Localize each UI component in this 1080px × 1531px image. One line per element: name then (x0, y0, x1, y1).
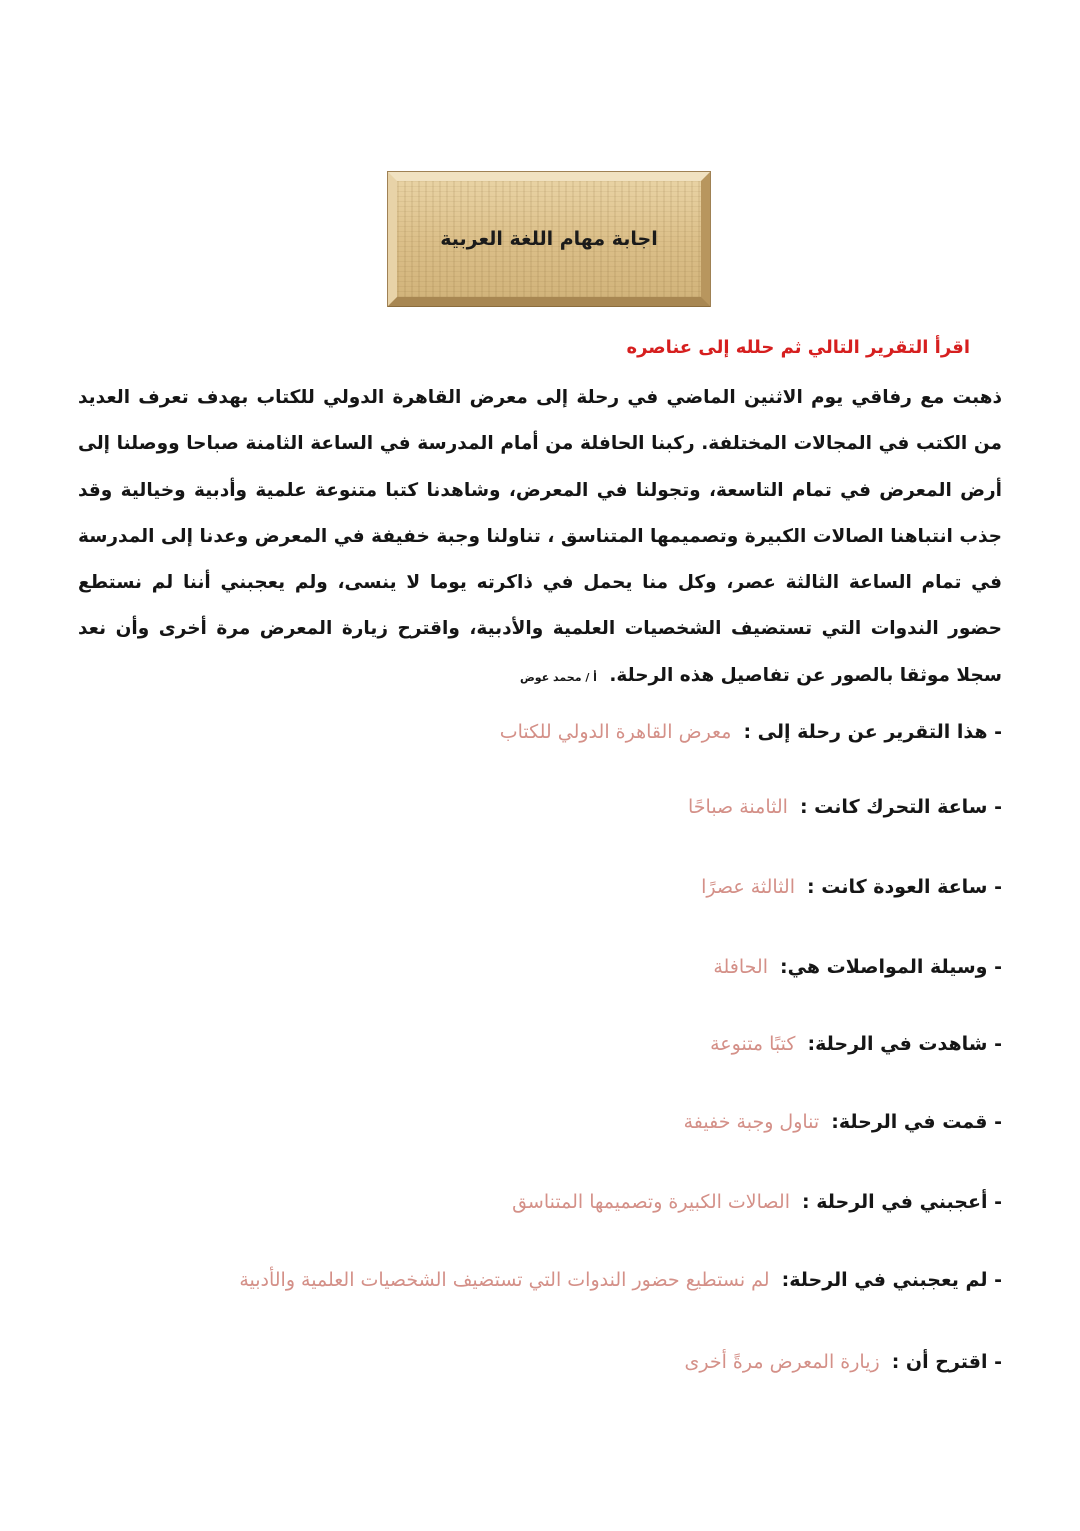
qa-answer: تناول وجبة خفيفة (683, 1111, 820, 1133)
qa-answer: الثامنة صباحًا (688, 796, 788, 818)
qa-question: - هذا التقرير عن رحلة إلى : (743, 721, 1002, 743)
qa-item (710, 1030, 1002, 1058)
qa-item (713, 953, 1002, 981)
qa-answer: كتبًا متنوعة (710, 1033, 796, 1055)
qa-question: - اقترح أن : (891, 1351, 1002, 1373)
page-title: اجابة مهام اللغة العربية (440, 228, 658, 250)
qa-item (688, 793, 1002, 821)
qa-question: - شاهدت في الرحلة: (807, 1033, 1002, 1055)
qa-answer: الحافلة (713, 956, 768, 978)
qa-item (684, 1108, 1002, 1136)
qa-answer: الثالثة عصرًا (701, 876, 795, 898)
qa-question: - أعجبني في الرحلة : (802, 1191, 1002, 1213)
qa-answer: معرض القاهرة الدولي للكتاب (499, 721, 732, 743)
qa-question: - ساعة العودة كانت : (807, 876, 1002, 898)
qa-question: - ساعة التحرك كانت : (799, 796, 1002, 818)
qa-answer: الصالات الكبيرة وتصميمها المتناسق (512, 1191, 790, 1213)
qa-item (685, 1348, 1003, 1376)
passage-text: ذهبت مع رفاقي يوم الاثنين الماضي في رحلة إلى معرض القاهرة الدولي للكتاب بهدف تعرف العديد من الكتب في المجالات المختلفة. ركبنا الحافلة من أمام المدرسة في الساعة الثامنة صباحا ووصلنا إلى أرض المعرض في تمام التاسعة، وتجولنا في المعرض، وشاهدنا كتبا متنوعة علمية وأدبية وخيالية وقد جذب انتباهنا الصالات الكبيرة وتصميمها المتناسق ، تناولنا وجبة خفيفة في المعرض وعدنا إلى المدرسة في تمام الساعة الثالثة عصر، وكل منا يحمل في ذاكرته يوما لا ينسى، ولم يعجبني أننا لم نستطع حضور الندوات التي تستضيف الشخصيات العلمية والأدبية، واقترح زيارة المعرض مرة أخرى وأن نعد سجلا موثقا بالصور عن تفاصيل هذه الرحلة. (78, 387, 1002, 686)
qa-item (500, 718, 1002, 746)
report-passage (78, 375, 1002, 701)
qa-question: - وسيلة المواصلات هي: (780, 956, 1002, 978)
qa-item (512, 1188, 1002, 1216)
qa-item (701, 873, 1002, 901)
qa-answer: زيارة المعرض مرةً أخرى (684, 1351, 880, 1373)
qa-answer: لم نستطيع حضور الندوات التي تستضيف الشخصيات العلمية والأدبية (239, 1269, 770, 1291)
title-plaque (388, 172, 710, 306)
author-signature: أ / محمد عوض (520, 670, 597, 684)
instruction-heading: اقرأ التقرير التالي ثم حلله إلى عناصره (626, 337, 970, 358)
qa-item (239, 1266, 1002, 1294)
qa-question: - لم يعجبني في الرحلة: (781, 1269, 1002, 1291)
qa-question: - قمت في الرحلة: (831, 1111, 1002, 1133)
